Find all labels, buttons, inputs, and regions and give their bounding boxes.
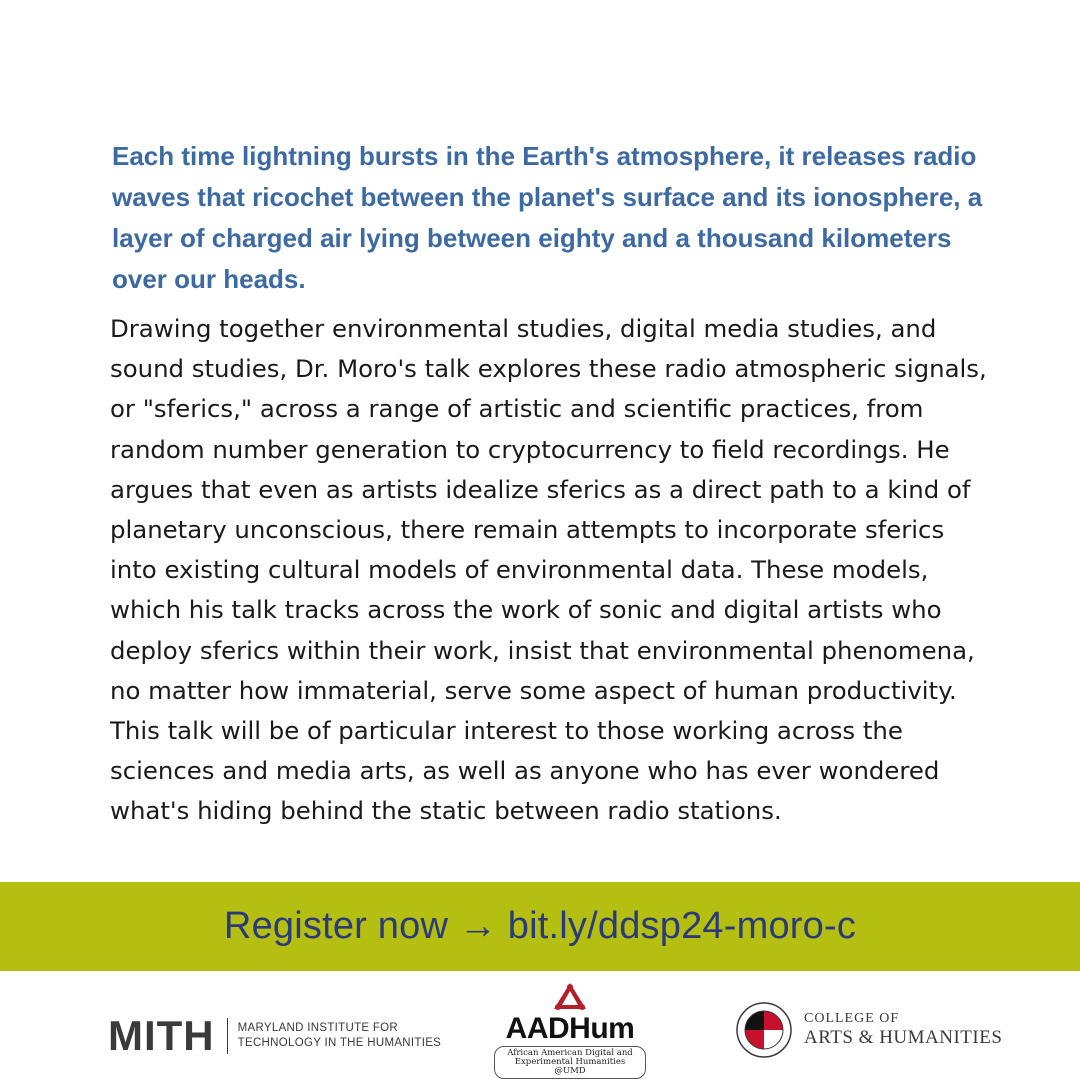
aadhum-emblem-icon — [553, 982, 587, 1010]
umd-seal-icon — [736, 1002, 792, 1058]
aadhum-wordmark: AADHum — [505, 1012, 635, 1045]
description-paragraph-1: Drawing together environmental studies, digital media studies, and sound studies, Dr. Moro's talk explores these radio atmospheric signals, or "sferics," across a range of artistic and scientific practices, from random number generation to cryptocurrency to field recordings. He argues that even as artists idealize sferics as a direct path to a kind of planetary unconscious, there remain attempts to incorporate sferics into existing cultural models of environmental data. These models, which his talk tracks across the work of sonic and digital artists who deploy sferics within their work, insist that environmental phenomena, no matter how immaterial, serve some aspect of human productivity. — [110, 314, 987, 705]
mith-subtitle-line2: TECHNOLOGY IN THE HUMANITIES — [237, 1037, 442, 1049]
footer-logos — [0, 980, 1080, 1080]
intro-paragraph: Each time lightning bursts in the Earth's atmosphere, it releases radio waves that ricochet between the planet's surface and its ionosphere, a layer of charged air lying between eighty and a thousand kilometers over our heads. — [112, 141, 983, 294]
description — [110, 309, 990, 832]
mith-wordmark: MITH — [108, 1012, 215, 1059]
aadhum-tagline: African American Digital and Experimental Humanities @UMD — [494, 1046, 646, 1079]
register-link[interactable]: Register now → bit.ly/ddsp24-moro-c — [223, 905, 857, 947]
description-paragraph-2: This talk will be of particular interest to those working across the sciences and media arts, as well as anyone who has ever wondered what's hiding behind the static between radio stations. — [110, 716, 940, 826]
umd-line1: COLLEGE OF — [804, 1011, 900, 1026]
mith-logo — [108, 1012, 442, 1059]
mith-divider — [227, 1018, 228, 1054]
umd-line2: ARTS & HUMANITIES — [804, 1027, 1003, 1048]
umd-college-name — [804, 1011, 1002, 1049]
umd-logo — [736, 1002, 1002, 1058]
register-banner — [0, 882, 1080, 971]
aadhum-logo — [480, 982, 660, 1079]
mith-subtitle — [238, 1021, 442, 1051]
mith-subtitle-line1: MARYLAND INSTITUTE FOR — [237, 1022, 399, 1034]
